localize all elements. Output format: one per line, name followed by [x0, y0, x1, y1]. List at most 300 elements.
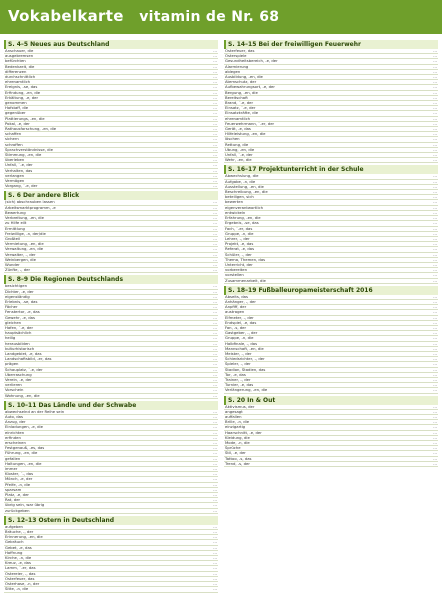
translation: ...: [213, 582, 217, 587]
translation: ...: [213, 346, 217, 351]
german-word: Dichter, -e, der: [5, 289, 34, 294]
translation: ...: [213, 64, 217, 69]
german-word: Verwaltung, -en, die: [5, 247, 44, 252]
translation: ...: [213, 179, 217, 184]
translation: ...: [213, 493, 217, 498]
translation: ...: [433, 90, 437, 95]
translation: ...: [433, 247, 437, 252]
german-word: Verlängerung, -en, die: [225, 388, 268, 393]
german-word: Referat, -e, das: [225, 247, 255, 252]
translation: ...: [213, 540, 217, 545]
translation: ...: [433, 49, 437, 53]
section-heading: S. 20 In & Out: [224, 396, 438, 405]
german-word: ehrenamtlich: [5, 80, 31, 85]
german-word: Ausbildung, -en, die: [225, 75, 263, 80]
german-word: Unterricht, der: [225, 262, 253, 267]
translation: ...: [213, 116, 217, 121]
german-word: Osterhase, -n, der: [5, 582, 40, 587]
translation: ...: [213, 205, 217, 210]
translation: ...: [433, 80, 437, 85]
translation: ...: [213, 498, 217, 503]
german-word: Festgenauß, -es, das: [5, 446, 45, 451]
translation: ...: [213, 54, 217, 59]
german-word: Ereignis, -se, das: [5, 85, 38, 90]
translation: ...: [433, 367, 437, 372]
german-word: Sprachverständnisse, die: [5, 147, 53, 152]
german-word: Verhalten, das: [5, 168, 33, 173]
german-word: Kleidung, die: [225, 435, 250, 440]
translation: ...: [213, 147, 217, 152]
german-word: überleben: [5, 158, 25, 163]
section-heading: S. 14–15 Bei der freiwilligen Feuerwehr: [224, 40, 438, 49]
german-word: sparsam: [5, 487, 22, 492]
translation: ...: [213, 294, 217, 299]
german-word: Platz, -e, der: [5, 493, 29, 498]
translation: ...: [213, 482, 217, 487]
german-word: Pokal, -e, der: [5, 121, 30, 126]
translation: ...: [433, 404, 437, 409]
german-word: Verwalter, -, der: [5, 252, 36, 257]
german-word: schroffen: [5, 142, 23, 147]
german-word: gegenüber: [5, 111, 26, 116]
translation: ...: [433, 420, 437, 425]
german-word: Elfmeter, -, der: [225, 315, 254, 320]
translation: ...: [213, 101, 217, 106]
translation: ...: [433, 430, 437, 435]
german-word: Fan, -s, der: [225, 325, 247, 330]
translation: ...: [433, 236, 437, 241]
translation: ...: [213, 472, 217, 477]
german-word: durchschnittlich: [5, 75, 36, 80]
translation: ...: [213, 336, 217, 341]
german-word: Aufbewahrungsort, -e, der: [225, 85, 275, 90]
german-word: aufgeben: [5, 524, 23, 529]
german-word: Sprüche: [225, 446, 241, 451]
german-word: befürchten: [5, 59, 26, 64]
translation: ...: [213, 184, 217, 189]
translation: ...: [433, 226, 437, 231]
german-word: Einsatz, ¨-e, der: [225, 106, 256, 111]
german-word: Schüler, -, der: [225, 252, 252, 257]
vocab-section: [4, 191, 218, 273]
vocab-section: [224, 396, 438, 467]
translation: ...: [213, 252, 217, 257]
translation: ...: [213, 95, 217, 100]
german-word: besichtigen: [5, 284, 27, 289]
translation: ...: [213, 59, 217, 64]
translation: ...: [433, 377, 437, 382]
german-word: Kloster, ¨-, das: [5, 472, 34, 477]
translation: ...: [433, 127, 437, 132]
translation: ...: [433, 299, 437, 304]
vocab-row: [4, 509, 218, 514]
section-heading: S. 6 Der andere Blick: [4, 191, 218, 200]
german-word: bewerten: [225, 200, 243, 205]
translation: ...: [433, 153, 437, 158]
german-word: auffallen: [225, 415, 242, 419]
translation: ...: [213, 257, 217, 262]
translation: ...: [433, 85, 437, 90]
german-word: Mönch, -e, der: [5, 477, 33, 482]
german-word: Bereitschaft: [225, 95, 248, 100]
translation: ...: [213, 451, 217, 456]
german-word: Hofstaff, die: [5, 106, 29, 111]
translation: ...: [433, 174, 437, 179]
german-word: Erinnerung, -en, die: [5, 535, 43, 540]
translation: ...: [213, 153, 217, 158]
german-word: erfinden: [5, 435, 21, 440]
german-word: Anpfiff, der: [225, 305, 247, 310]
translation: ...: [433, 294, 437, 299]
german-word: Vermietung, -en, die: [5, 242, 44, 247]
section-heading: S. 4–5 Neues aus Deutschland: [4, 40, 218, 49]
german-word: vorstellen: [225, 273, 244, 278]
translation: ...: [433, 69, 437, 74]
german-word: ablegen: [225, 69, 241, 74]
translation: ...: [213, 420, 217, 425]
german-word: Spieler, -, der: [225, 362, 251, 367]
translation: ...: [433, 435, 437, 440]
translation: ...: [433, 415, 437, 419]
german-word: Anzug, der: [5, 420, 26, 425]
vocab-section: [224, 286, 438, 394]
german-word: Rettung, die: [225, 142, 249, 147]
vocab-row: [224, 279, 438, 284]
german-word: einzigartig: [225, 425, 246, 430]
german-word: Rat, der: [5, 498, 21, 503]
translation: ...: [213, 415, 217, 419]
translation: ...: [213, 168, 217, 173]
german-word: Ergebnis, -se, das: [225, 221, 259, 226]
german-word: Wunder: [5, 262, 20, 267]
translation: ...: [213, 367, 217, 372]
translation: ...: [433, 54, 437, 59]
translation: ...: [433, 158, 437, 163]
german-word: Zusammenarbeit, die: [225, 278, 266, 283]
translation: ...: [433, 111, 437, 116]
right-column: [224, 38, 438, 596]
german-word: Übung, -en, die: [225, 147, 255, 152]
translation: ...: [433, 409, 437, 414]
translation: ...: [433, 231, 437, 236]
vocab-section: [4, 516, 218, 593]
translation: ...: [213, 477, 217, 482]
translation: ...: [213, 80, 217, 85]
translation: ...: [433, 362, 437, 367]
german-word: verlieren: [5, 383, 22, 388]
german-word: Ausstellung, -en, die: [225, 184, 264, 189]
translation: ...: [433, 268, 437, 273]
translation: ...: [433, 372, 437, 377]
german-word: Kreuz, -e, das: [5, 561, 31, 566]
page-title: [8, 7, 279, 25]
german-word: Erlebnis, -se, das: [5, 299, 38, 304]
german-word: Pfeife, -n, die: [5, 482, 31, 487]
translation: ...: [433, 205, 437, 210]
german-word: differenzen: [5, 69, 27, 74]
german-word: Auto, das: [5, 415, 23, 419]
translation: ...: [213, 535, 217, 540]
german-word: Gerät, -e, das: [225, 127, 251, 132]
vocab-section: [224, 40, 438, 163]
translation: ...: [213, 550, 217, 555]
translation: ...: [213, 388, 217, 393]
translation: ...: [213, 325, 217, 330]
translation: ...: [433, 64, 437, 69]
translation: ...: [213, 69, 217, 74]
german-word: heilig: [5, 336, 16, 341]
german-word: Überraschung: [5, 372, 32, 377]
german-word: Schiedsrichter, -, der: [225, 357, 265, 362]
translation: ...: [433, 388, 437, 393]
german-word: Vorschein: [5, 388, 24, 393]
translation: ...: [433, 456, 437, 461]
german-word: Kirche, -n, die: [5, 556, 32, 561]
translation: ...: [213, 310, 217, 315]
translation: ...: [213, 121, 217, 126]
translation: ...: [213, 561, 217, 566]
translation: ...: [213, 75, 217, 80]
german-word: austragen: [225, 310, 245, 315]
columns: [4, 38, 438, 596]
german-word: Wehr, -en, die: [225, 158, 252, 163]
german-word: kulturhistorisch: [5, 346, 35, 351]
translation: ...: [433, 310, 437, 315]
translation: ...: [433, 184, 437, 189]
german-word: Großteil: [5, 236, 21, 241]
german-word: Unfall, ¨-e, der: [225, 153, 253, 158]
german-word: Vorgang, ¨-e, der: [5, 184, 38, 189]
translation: ...: [433, 210, 437, 215]
translation: ...: [213, 576, 217, 581]
vocab-row: [4, 184, 218, 189]
translation: ...: [433, 461, 437, 466]
german-word: Gastgeber, -, der: [225, 331, 258, 336]
translation: ...: [213, 299, 217, 304]
translation: ...: [213, 446, 217, 451]
translation: ...: [213, 383, 217, 388]
translation: ...: [213, 556, 217, 561]
translation: ...: [433, 106, 437, 111]
german-word: eigenständig: [5, 294, 30, 299]
translation: ...: [213, 85, 217, 90]
german-word: Bergung, -en, die: [225, 90, 258, 95]
german-word: Einsatzkräfte, die: [225, 111, 259, 116]
translation: ...: [433, 257, 437, 262]
translation: ...: [213, 351, 217, 356]
german-word: Ostereier, -, das: [5, 571, 36, 576]
german-word: Fenstertor, -e, das: [5, 310, 40, 315]
translation: ...: [433, 216, 437, 221]
translation: ...: [433, 147, 437, 152]
translation: ...: [213, 566, 217, 571]
translation: ...: [213, 393, 217, 398]
german-word: übrig sein, war übrig: [5, 503, 45, 508]
german-word: Hilfeleistung, -en, die: [225, 132, 266, 137]
translation: ...: [213, 587, 217, 592]
translation: ...: [433, 221, 437, 226]
translation: ...: [213, 132, 217, 137]
translation: ...: [213, 163, 217, 168]
translation: ...: [433, 336, 437, 341]
german-word: Wohnung, -en, die: [5, 393, 40, 398]
translation: ...: [433, 200, 437, 205]
vocab-section: [4, 275, 218, 398]
german-word: Tor, -e, das: [225, 372, 246, 377]
translation: ...: [213, 467, 217, 472]
translation: ...: [213, 435, 217, 440]
translation: ...: [213, 200, 217, 205]
translation: ...: [213, 142, 217, 147]
german-word: Turnier, -e, das: [225, 383, 254, 388]
translation: ...: [213, 247, 217, 252]
german-word: Landgebiet, -e, das: [5, 351, 42, 356]
title-text: Vokabelkarte: [8, 7, 124, 25]
german-word: genommen: [5, 101, 27, 106]
translation: ...: [433, 315, 437, 320]
german-word: Meister, -, der: [225, 351, 252, 356]
german-word: abwechselnd an der Reihe sein: [5, 409, 65, 414]
translation: ...: [213, 409, 217, 414]
section-heading: S. 8–9 Die Regionen Deutschlands: [4, 275, 218, 284]
german-word: Trend, -s, der: [225, 461, 250, 466]
vocab-row: [4, 587, 218, 592]
vocab-section: [4, 401, 218, 514]
translation: ...: [433, 95, 437, 100]
german-word: Sitte, -n, die: [5, 587, 29, 592]
translation: ...: [213, 456, 217, 461]
german-word: Gruppe, -n, die: [225, 336, 254, 341]
german-word: Osterfeuer, das: [5, 576, 35, 581]
german-word: Gewehr, -e, das: [5, 315, 35, 320]
translation: ...: [213, 221, 217, 226]
translation: ...: [433, 137, 437, 142]
german-word: Brille, -n, die: [225, 420, 250, 425]
german-word: Lamm, ¨-er, das: [5, 566, 36, 571]
translation: ...: [433, 425, 437, 430]
german-word: beteiligen, sich: [225, 195, 254, 200]
translation: ...: [433, 325, 437, 330]
translation: ...: [213, 173, 217, 178]
translation: ...: [433, 383, 437, 388]
german-word: Arbeitsmarktprogramm, -e: [5, 205, 56, 210]
translation: ...: [213, 487, 217, 492]
german-word: schaffen: [5, 132, 22, 137]
german-word: Gruppe, -n, die: [225, 231, 254, 236]
left-column: [4, 38, 218, 596]
translation: ...: [213, 430, 217, 435]
translation: ...: [213, 231, 217, 236]
section-heading: S. 10–11 Das Ländle und der Schwabe: [4, 401, 218, 410]
german-word: Verbreitung, -en, die: [5, 216, 44, 221]
translation: ...: [213, 461, 217, 466]
translation: ...: [213, 331, 217, 336]
vocab-row: [224, 158, 438, 163]
translation: ...: [433, 101, 437, 106]
german-word: Führung, -en, die: [5, 451, 38, 456]
german-word: angesagt: [225, 409, 243, 414]
translation: ...: [213, 284, 217, 289]
german-word: zurückgeben: [5, 508, 30, 513]
translation: ...: [213, 341, 217, 346]
german-word: Alarmierung: [225, 64, 249, 69]
german-word: Bewertung: [5, 210, 26, 215]
german-word: Bedenkzeit, die: [5, 64, 35, 69]
translation: ...: [213, 305, 217, 310]
section-heading: S. 12–13 Ostern in Deutschland: [4, 516, 218, 525]
german-word: Abwechslung, die: [225, 174, 259, 179]
german-word: Endspiel, -e, das: [225, 320, 257, 325]
translation: ...: [433, 320, 437, 325]
translation: ...: [433, 273, 437, 278]
german-word: Hoffnung: [5, 550, 23, 555]
translation: ...: [433, 331, 437, 336]
translation: ...: [433, 59, 437, 64]
german-word: Fach, ¨-er, das: [225, 226, 253, 231]
german-word: Stimmung, -en, die: [5, 153, 42, 158]
translation: ...: [433, 195, 437, 200]
translation: ...: [213, 372, 217, 377]
translation: ...: [213, 503, 217, 508]
translation: ...: [433, 121, 437, 126]
translation: ...: [213, 289, 217, 294]
translation: ...: [433, 179, 437, 184]
translation: ...: [213, 137, 217, 142]
translation: ...: [213, 530, 217, 535]
german-word: gleichen: [5, 320, 22, 325]
vocab-row: [224, 462, 438, 467]
german-word: Haltungen, -en, die: [5, 461, 42, 466]
german-word: Osterfeuer, das: [225, 49, 255, 53]
german-word: Erfindung, -en, die: [5, 90, 41, 95]
german-word: einrichten: [5, 430, 25, 435]
german-word: gefallen: [5, 456, 21, 461]
german-word: ausgebremsen: [5, 54, 34, 59]
translation: ...: [213, 377, 217, 382]
german-word: Bräuche, -, der: [5, 530, 34, 535]
translation: ...: [213, 127, 217, 132]
german-word: Stadion, Stadien, das: [225, 367, 266, 372]
german-word: Aktivismus, der: [225, 404, 255, 409]
translation: ...: [433, 252, 437, 257]
german-word: entwickeln: [225, 210, 246, 215]
translation: ...: [433, 451, 437, 456]
section-heading: S. 18–19 Fußballeuropameisterschaft 2016: [224, 286, 438, 295]
german-word: (sich) abschrauben lassen: [5, 200, 55, 205]
german-word: Stil, -e, der: [225, 451, 246, 456]
german-word: Erkältung, -e, der: [5, 95, 39, 100]
german-word: Weinbergen, die: [5, 257, 36, 262]
german-word: Hafen, ¨-e, der: [5, 325, 34, 330]
german-word: Mode, -n, die: [225, 441, 250, 446]
german-word: Halbfinale, -, das: [225, 341, 258, 346]
vocab-section: [224, 165, 438, 283]
vocab-row: [224, 388, 438, 393]
translation: ...: [433, 190, 437, 195]
german-word: Osterspiele: [225, 54, 247, 59]
vocab-row: [4, 268, 218, 273]
translation: ...: [433, 75, 437, 80]
translation: ...: [433, 132, 437, 137]
german-word: Ermittlung: [5, 226, 25, 231]
german-word: Aufgabe, -n, die: [225, 179, 256, 184]
german-word: Unfall, ¨-e, der: [5, 163, 33, 168]
german-word: herausbilden: [5, 341, 30, 346]
german-word: sichern: [5, 137, 19, 142]
german-word: Anhänger, -, der: [225, 299, 256, 304]
german-word: verlangen: [5, 173, 25, 178]
translation: ...: [213, 216, 217, 221]
